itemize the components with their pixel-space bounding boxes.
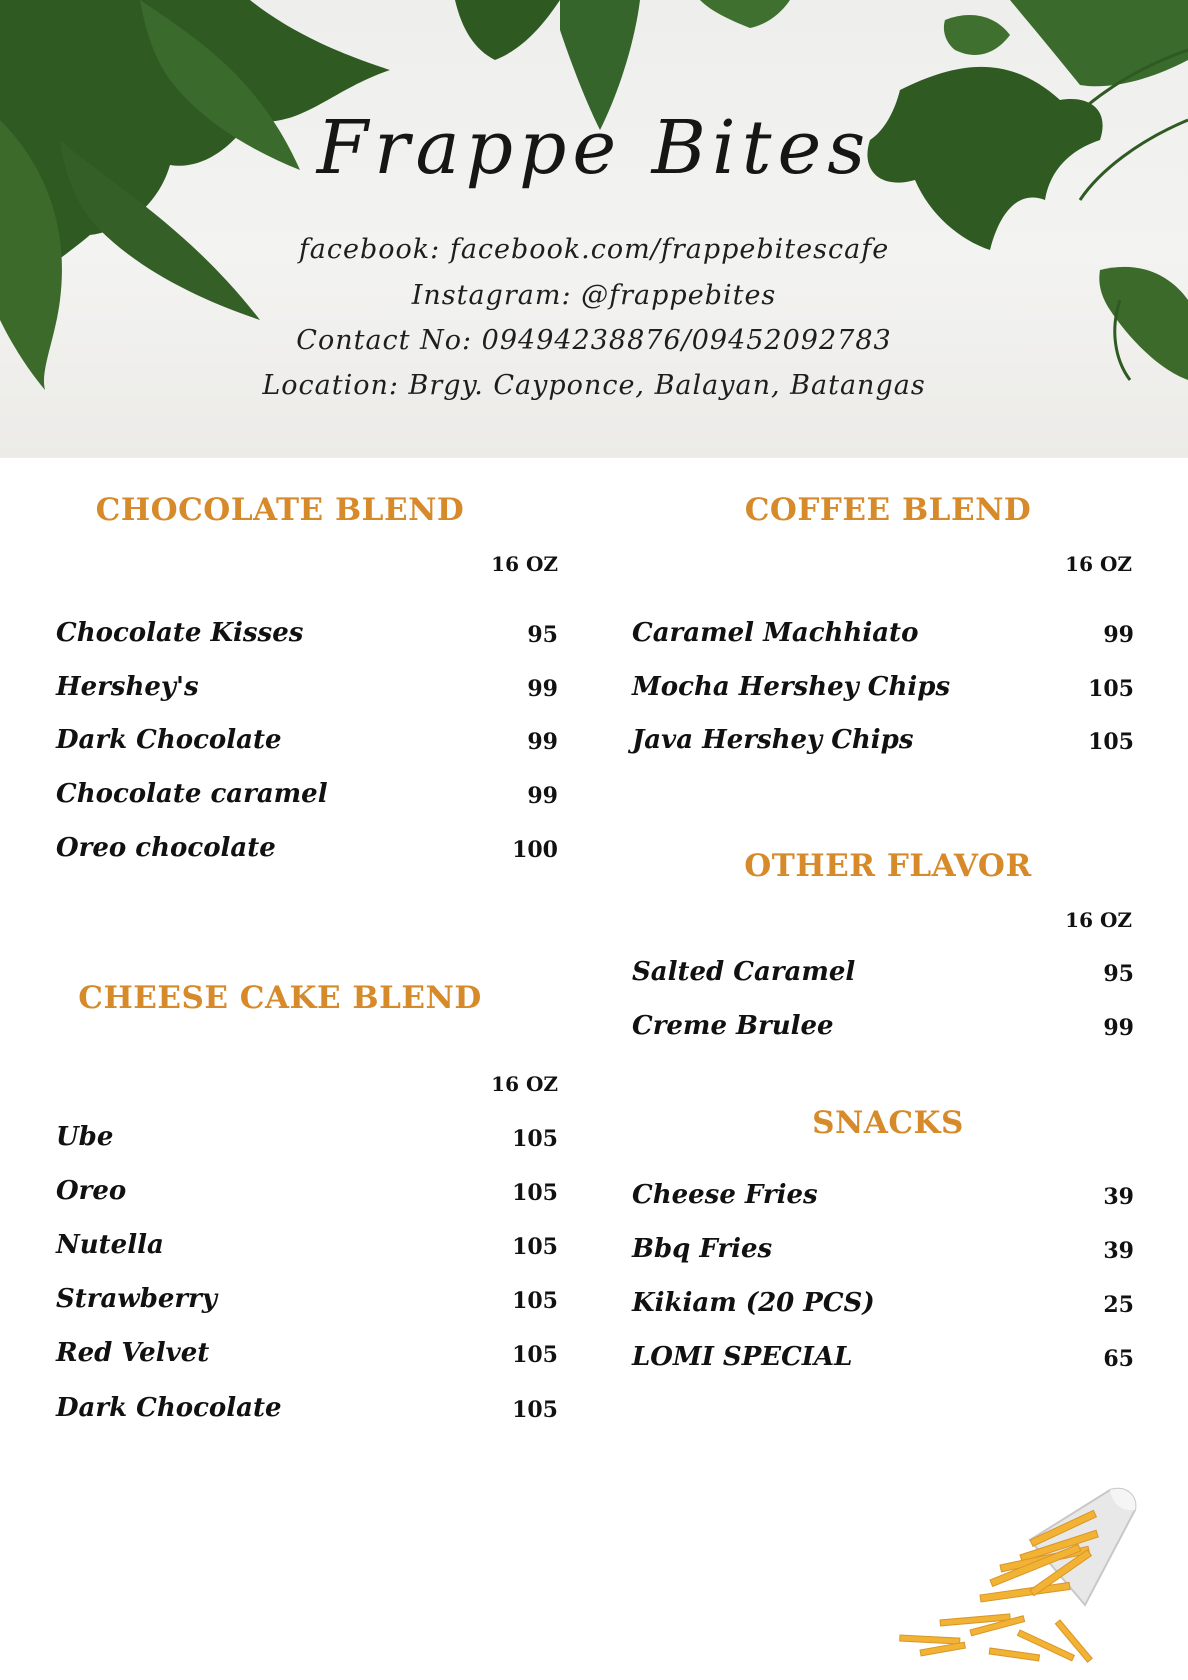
instagram-info: Instagram: @frappebites	[411, 280, 777, 311]
list-item	[56, 1122, 558, 1166]
item-name: Dark Chocolate	[56, 725, 282, 755]
chocolate-blend-title: CHOCOLATE BLEND	[95, 492, 465, 528]
item-name: Java Hershey Chips	[632, 725, 914, 755]
item-price: 95	[527, 622, 558, 648]
french-fries-icon	[880, 1470, 1180, 1670]
item-name: Dark Chocolate	[56, 1393, 282, 1423]
cheese-cake-blend-title: CHEESE CAKE BLEND	[78, 980, 482, 1016]
item-name: LOMI SPECIAL	[632, 1342, 853, 1372]
list-item	[632, 957, 1134, 1001]
list-item	[56, 1176, 558, 1220]
item-name: Mocha Hershey Chips	[632, 672, 951, 702]
chocolate-blend-size: 16 OZ	[491, 552, 558, 576]
contact-info: Contact No: 09494238876/09452092783	[296, 325, 892, 356]
list-item	[632, 1342, 1134, 1386]
item-price: 105	[512, 1397, 558, 1423]
item-price: 39	[1103, 1238, 1134, 1264]
item-price: 39	[1103, 1184, 1134, 1210]
coffee-blend-size: 16 OZ	[1065, 552, 1132, 576]
item-name: Ube	[56, 1122, 114, 1152]
item-price: 95	[1103, 961, 1134, 987]
location-info: Location: Brgy. Cayponce, Balayan, Batangas	[262, 370, 926, 401]
item-name: Salted Caramel	[632, 957, 856, 987]
list-item	[632, 672, 1134, 716]
item-name: Oreo	[56, 1176, 127, 1206]
list-item	[632, 1234, 1134, 1278]
item-name: Strawberry	[56, 1284, 217, 1314]
list-item	[56, 1338, 558, 1382]
item-price: 25	[1103, 1292, 1134, 1318]
item-price: 100	[512, 837, 558, 863]
item-price: 105	[512, 1180, 558, 1206]
item-name: Oreo chocolate	[56, 833, 276, 863]
item-name: Chocolate caramel	[56, 779, 328, 809]
item-name: Red Velvet	[56, 1338, 210, 1368]
other-flavor-size: 16 OZ	[1065, 908, 1132, 932]
item-name: Bbq Fries	[632, 1234, 773, 1264]
item-price: 105	[1088, 676, 1134, 702]
item-name: Hershey's	[56, 672, 199, 702]
list-item	[56, 1284, 558, 1328]
item-price: 105	[512, 1126, 558, 1152]
list-item	[632, 725, 1134, 769]
item-price: 65	[1103, 1346, 1134, 1372]
item-name: Nutella	[56, 1230, 164, 1260]
item-price: 99	[527, 783, 558, 809]
item-price: 99	[527, 729, 558, 755]
list-item	[632, 1180, 1134, 1224]
item-price: 99	[1103, 622, 1134, 648]
list-item	[56, 1393, 558, 1437]
brand-title: Frappe Bites	[316, 105, 872, 191]
item-name: Caramel Machhiato	[632, 618, 919, 648]
item-name: Kikiam (20 PCS)	[632, 1288, 875, 1318]
item-price: 99	[1103, 1015, 1134, 1041]
list-item	[56, 1230, 558, 1274]
facebook-info: facebook: facebook.com/frappebitescafe	[298, 234, 890, 265]
cheese-cake-blend-size: 16 OZ	[491, 1072, 558, 1096]
list-item	[56, 725, 558, 769]
item-name: Creme Brulee	[632, 1011, 834, 1041]
header-banner	[0, 0, 1188, 458]
snacks-title: SNACKS	[812, 1105, 964, 1141]
item-price: 105	[512, 1288, 558, 1314]
item-name: Cheese Fries	[632, 1180, 818, 1210]
list-item	[56, 833, 558, 877]
item-price: 105	[1088, 729, 1134, 755]
item-price: 105	[512, 1234, 558, 1260]
item-price: 99	[527, 676, 558, 702]
list-item	[632, 1011, 1134, 1055]
list-item	[56, 618, 558, 662]
item-price: 105	[512, 1342, 558, 1368]
list-item	[56, 779, 558, 823]
coffee-blend-title: COFFEE BLEND	[744, 492, 1032, 528]
list-item	[632, 618, 1134, 662]
other-flavor-title: OTHER FLAVOR	[744, 848, 1032, 884]
item-name: Chocolate Kisses	[56, 618, 304, 648]
list-item	[56, 672, 558, 716]
list-item	[632, 1288, 1134, 1332]
